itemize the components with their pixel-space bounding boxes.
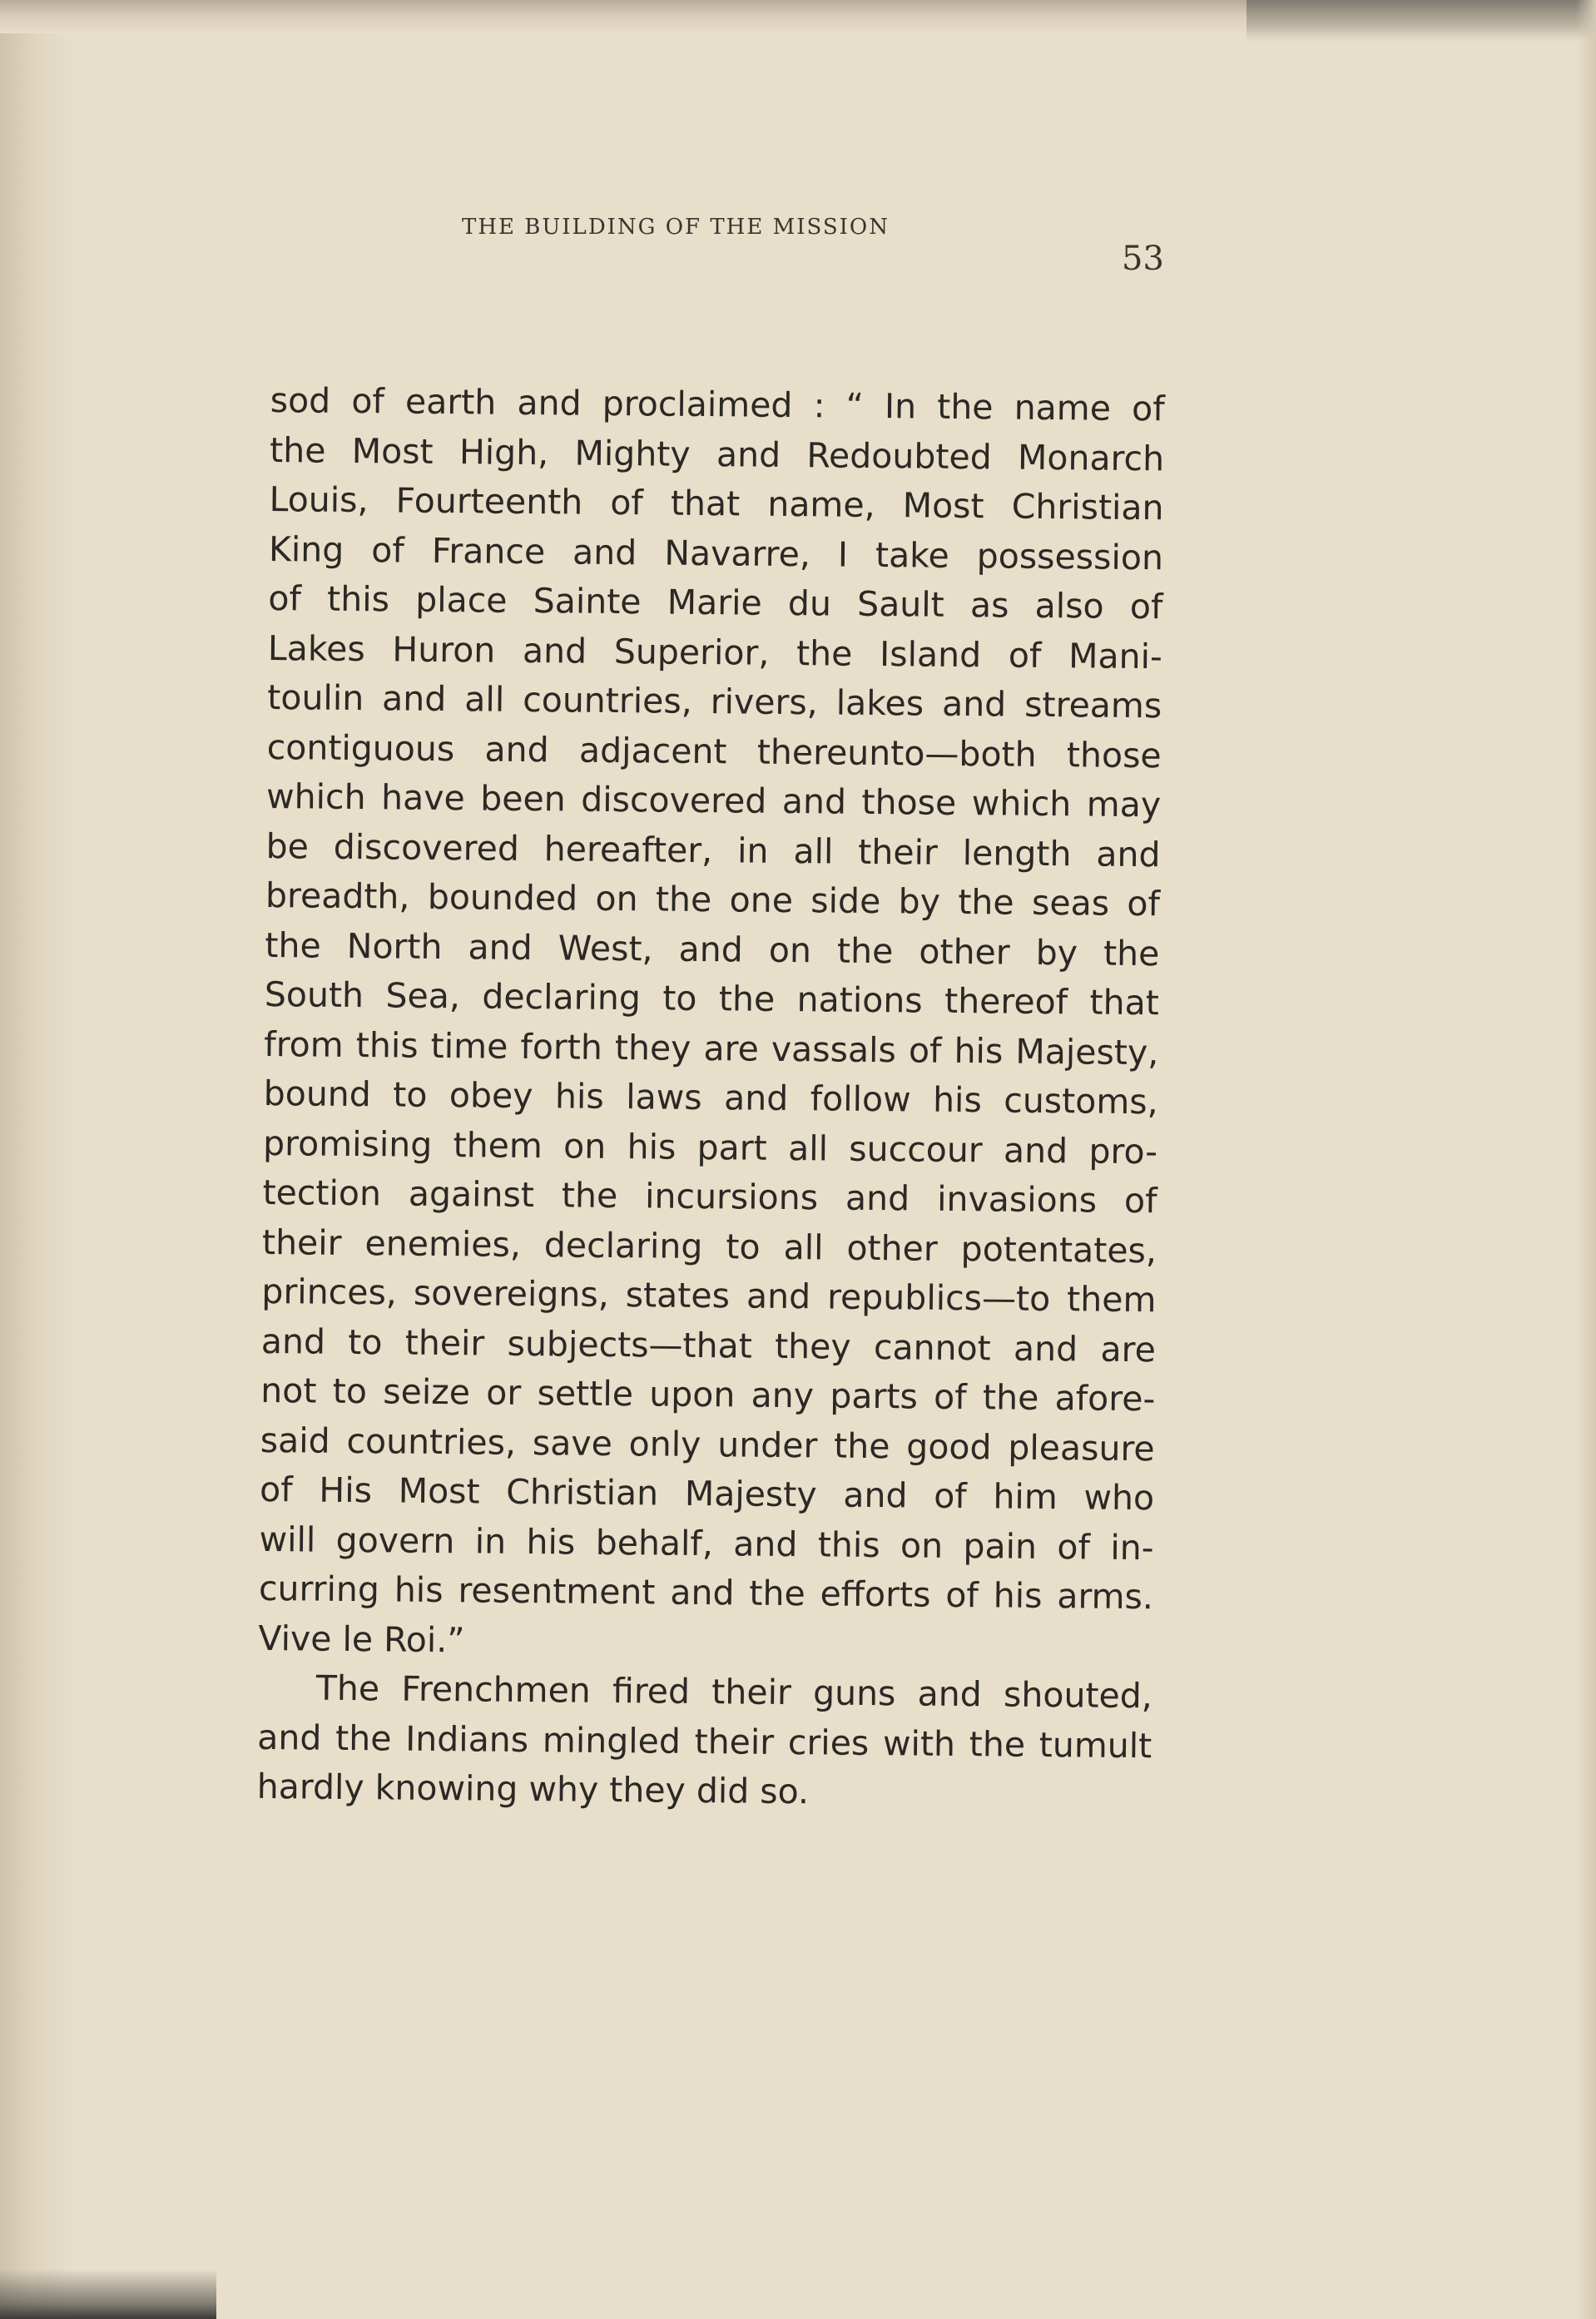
text-line: of His Most Christian Majesty and of him who — [259, 1469, 1155, 1519]
text-line: and to their subjects—that they cannot and are — [260, 1321, 1157, 1370]
text-line: curring his resentment and the efforts of his arms. — [258, 1568, 1154, 1618]
paragraph-1 — [258, 376, 1165, 1672]
text-line: from this time forth they are vassals of his Majesty, — [264, 1023, 1159, 1073]
right-page-edge — [1576, 0, 1596, 2319]
text-line: King of France and Navarre, I take possession — [268, 528, 1164, 577]
text-line: sod of earth and proclaimed : “ In the name of — [270, 379, 1165, 429]
bottom-left-shadow — [0, 2269, 216, 2319]
text-line: tection against the incursions and invasions of — [262, 1172, 1157, 1221]
spine-shadow — [0, 0, 75, 2319]
text-line: contiguous and adjacent thereunto—both those — [266, 726, 1162, 775]
body-text — [256, 376, 1165, 1821]
text-line: breadth, bounded on the one side by the seas of — [265, 875, 1161, 924]
text-line: and the Indians mingled their cries with the tumult — [257, 1717, 1152, 1766]
text-line: said countries, save only under the good pleasure — [260, 1420, 1155, 1469]
text-line: be discovered hereafter, in all their length and — [265, 825, 1161, 875]
text-line: the Most High, Mighty and Redoubted Monarch — [269, 429, 1165, 478]
paragraph-2 — [256, 1663, 1152, 1821]
text-line: which have been discovered and those which may — [265, 775, 1162, 825]
text-line: bound to obey his laws and follow his customs, — [263, 1073, 1158, 1122]
text-line: Lakes Huron and Superior, the Island of Mani- — [267, 627, 1163, 676]
running-head: THE BUILDING OF THE MISSION — [462, 215, 890, 240]
top-right-fold — [1247, 0, 1596, 42]
text-line: promising them on his part all succour and pro- — [262, 1122, 1158, 1172]
text-line: their enemies, declaring to all other potentates, — [261, 1221, 1157, 1271]
text-line: the North and West, and on the other by the — [265, 924, 1160, 974]
text-line: Vive le Roi.” — [258, 1618, 465, 1660]
text-line: of this place Sainte Marie du Sault as also of — [268, 577, 1163, 627]
text-line: toulin and all countries, rivers, lakes and streams — [267, 676, 1162, 726]
text-line: will govern in his behalf, and this on pain of in- — [259, 1519, 1154, 1568]
text-line: South Sea, declaring to the nations thereof that — [264, 974, 1160, 1023]
text-line: not to seize or settle upon any parts of the afore- — [260, 1370, 1156, 1420]
text-line: princes, sovereigns, states and republics—to them — [261, 1271, 1157, 1321]
page-number: 53 — [1122, 240, 1164, 278]
text-line: The Frenchmen fired their guns and shouted, — [315, 1667, 1153, 1717]
text-line: hardly knowing why they did so. — [256, 1766, 810, 1812]
text-line: Louis, Fourteenth of that name, Most Christian — [269, 478, 1164, 528]
